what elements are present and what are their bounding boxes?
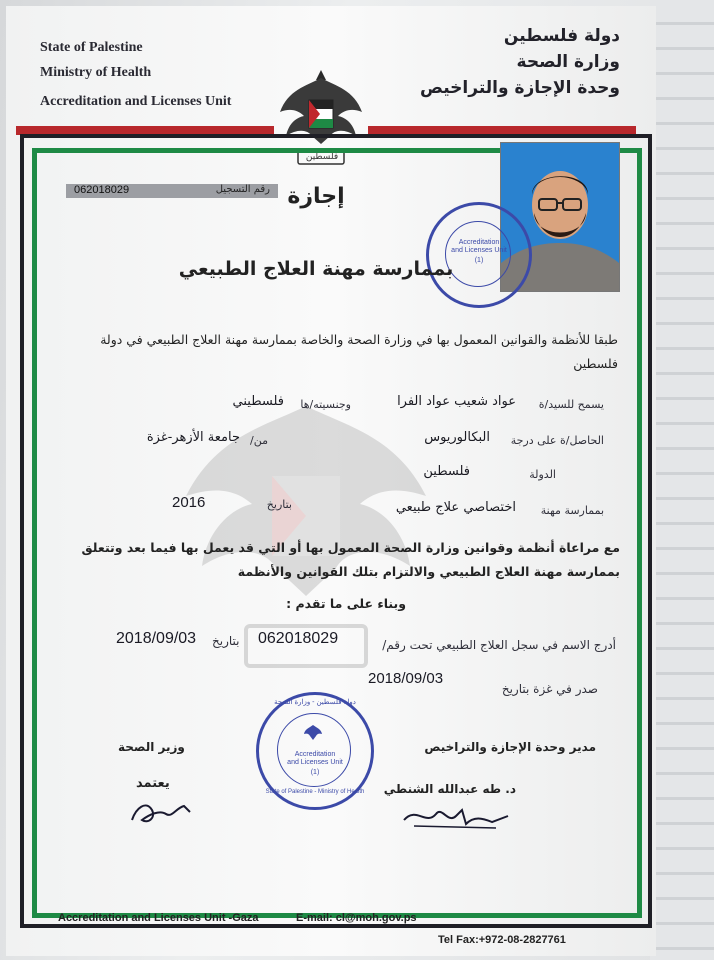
sleeve-binder-edge	[650, 0, 714, 960]
header-ministry-en: Ministry of Health	[40, 65, 152, 80]
holder-value: عواد شعيب عواد الفرا	[397, 394, 516, 409]
footer-email: E-mail: cl@moh.gov.ps	[296, 912, 417, 924]
footer-telfax: Tel Fax:+972-08-2827761	[438, 934, 566, 946]
approved-text: يعتمد	[136, 776, 170, 791]
footer-unit: Accreditation and Licenses Unit -Gaza	[58, 912, 259, 924]
registry-prefix: أدرج الاسم في سجل العلاج الطبيعي تحت رقم/	[382, 638, 616, 652]
issued-label: صدر في غزة بتاريخ	[501, 682, 598, 696]
profession-label: بممارسة مهنة	[540, 504, 604, 517]
header-country-en: State of Palestine	[40, 40, 143, 55]
stamp-ring-en: State of Palestine - Ministry of Health	[265, 789, 365, 795]
profession-date-value: 2016	[172, 494, 206, 511]
minister-signature-icon	[126, 790, 196, 830]
header-unit-ar: وحدة الإجازة والتراخيص	[420, 78, 620, 98]
degree-label: الحاصل/ة على درجة	[510, 434, 604, 447]
country-label: الدولة	[529, 468, 556, 481]
ministry-stamp: Accreditation and Licenses Unit (1) State of Palestine - Ministry of Health دولة فلسطين - وزارة الصحة	[256, 692, 374, 810]
country-value: فلسطين	[423, 464, 470, 479]
issued-date: 2018/09/03	[368, 670, 444, 687]
director-signature-icon	[396, 796, 516, 836]
header-unit-en: Accreditation and Licenses Unit	[40, 94, 232, 109]
registration-number: 062018029	[74, 184, 130, 196]
director-title: مدير وحدة الإجازة والتراخيص	[424, 740, 596, 754]
profession-value: اختصاصي علاج طبيعي	[395, 500, 516, 515]
minister-title: وزير الصحة	[118, 740, 185, 754]
from-value: جامعة الأزهر-غزة	[146, 430, 240, 445]
emblem-label: فلسطين	[305, 152, 339, 162]
registry-number: 062018029	[258, 630, 339, 647]
conditions-paragraph: مع مراعاة أنظمة وقوانين وزارة الصحة المعمول بها أو التي قد يعمل بها فيما بعد وتتعلق بممارسة مهنة العلاج الطبيعي والالتزام بتلك القوانين والأنظمة	[81, 540, 620, 579]
header-country-ar: دولة فلسطين	[503, 26, 620, 46]
certificate-subtitle: بممارسة مهنة العلاج الطبيعي	[178, 258, 454, 280]
nationality-label: وجنسيته/ها	[300, 398, 351, 411]
intro-paragraph: طبقا للأنظمة والقوانين المعمول بها في وزارة الصحة والخاصة بممارسة مهنة العلاج الطبيعي في دولة فلسطين	[100, 332, 618, 371]
holder-label: يسمح للسيد/ة	[538, 398, 604, 411]
degree-value: البكالوريوس	[424, 430, 490, 445]
photo-stamp: Accreditation and Licenses Unit (1)	[426, 202, 532, 308]
based-on-text: وبناء على ما تقدم :	[286, 596, 406, 611]
profession-date-label: بتاريخ	[266, 498, 292, 511]
stamp-eagle-icon	[303, 723, 323, 743]
from-label: من/	[250, 434, 268, 447]
registry-date-label: بتاريخ	[212, 634, 240, 648]
certificate-paper	[6, 6, 656, 956]
registry-date: 2018/09/03	[116, 630, 197, 647]
header-ministry-ar: وزارة الصحة	[516, 52, 620, 72]
director-name: د. طه عبدالله الشنطي	[383, 782, 516, 796]
certificate-title: إجازة	[287, 184, 345, 209]
stamp-ring-ar: دولة فلسطين - وزارة الصحة	[274, 699, 356, 706]
registration-label: رقم التسجيل	[215, 184, 270, 195]
nationality-value: فلسطيني	[232, 394, 284, 409]
